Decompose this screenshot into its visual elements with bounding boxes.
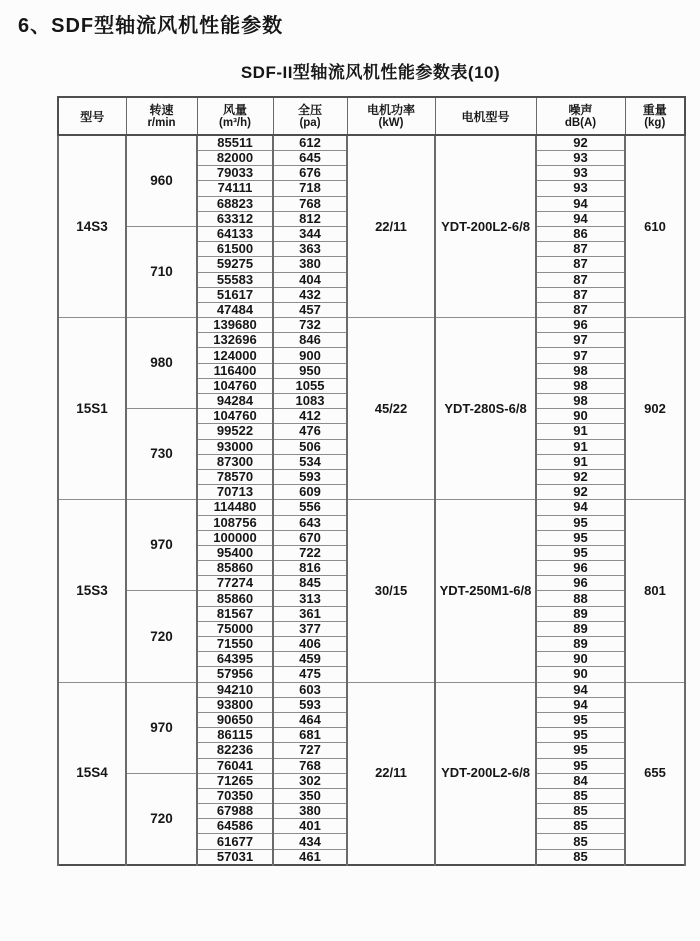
flow-cell: 114480: [197, 500, 273, 515]
flow-cell: 93000: [197, 439, 273, 454]
flow-cell: 47484: [197, 302, 273, 317]
noise-cell: 85: [536, 834, 625, 849]
pressure-cell: 344: [273, 226, 347, 241]
motor-cell: YDT-200L2-6/8: [435, 682, 536, 865]
speed-cell: 720: [126, 773, 197, 864]
document-page: [0, 9, 700, 866]
power-cell: 45/22: [347, 318, 435, 500]
noise-cell: 92: [536, 135, 625, 151]
noise-cell: 94: [536, 196, 625, 211]
flow-cell: 82236: [197, 743, 273, 758]
flow-cell: 100000: [197, 530, 273, 545]
flow-cell: 78570: [197, 469, 273, 484]
col-header-speed: 转速 r/min: [126, 97, 197, 135]
noise-cell: 85: [536, 804, 625, 819]
flow-cell: 93800: [197, 697, 273, 712]
pressure-cell: 302: [273, 773, 347, 788]
pressure-cell: 732: [273, 318, 347, 333]
flow-cell: 79033: [197, 166, 273, 181]
weight-cell: 655: [625, 682, 685, 865]
noise-cell: 94: [536, 697, 625, 712]
pressure-cell: 718: [273, 181, 347, 196]
pressure-cell: 1055: [273, 378, 347, 393]
flow-cell: 71265: [197, 773, 273, 788]
pressure-cell: 816: [273, 561, 347, 576]
weight-cell: 801: [625, 500, 685, 682]
pressure-cell: 434: [273, 834, 347, 849]
noise-cell: 90: [536, 409, 625, 424]
noise-cell: 93: [536, 151, 625, 166]
noise-cell: 91: [536, 424, 625, 439]
table-header: [58, 97, 685, 135]
noise-cell: 91: [536, 454, 625, 469]
speed-cell: 970: [126, 500, 197, 591]
pressure-cell: 603: [273, 682, 347, 697]
noise-cell: 86: [536, 226, 625, 241]
noise-cell: 91: [536, 439, 625, 454]
flow-cell: 76041: [197, 758, 273, 773]
flow-cell: 108756: [197, 515, 273, 530]
pressure-cell: 845: [273, 576, 347, 591]
noise-cell: 89: [536, 621, 625, 636]
pressure-cell: 768: [273, 196, 347, 211]
flow-cell: 99522: [197, 424, 273, 439]
noise-cell: 95: [536, 728, 625, 743]
pressure-cell: 768: [273, 758, 347, 773]
speed-cell: 960: [126, 135, 197, 226]
pressure-cell: 612: [273, 135, 347, 151]
flow-cell: 77274: [197, 576, 273, 591]
pressure-cell: 681: [273, 728, 347, 743]
model-cell: 14S3: [58, 135, 126, 318]
pressure-cell: 670: [273, 530, 347, 545]
table-row: [58, 318, 685, 333]
noise-cell: 93: [536, 181, 625, 196]
noise-cell: 85: [536, 819, 625, 834]
noise-cell: 95: [536, 545, 625, 560]
pressure-cell: 556: [273, 500, 347, 515]
weight-cell: 610: [625, 135, 685, 318]
table-row: [58, 682, 685, 697]
noise-cell: 92: [536, 469, 625, 484]
weight-cell: 902: [625, 318, 685, 500]
noise-cell: 97: [536, 348, 625, 363]
flow-cell: 95400: [197, 545, 273, 560]
speed-cell: 720: [126, 591, 197, 682]
pressure-cell: 534: [273, 454, 347, 469]
col-header-weight: 重量 (kg): [625, 97, 685, 135]
model-cell: 15S1: [58, 318, 126, 500]
col-header-power: 电机功率 (kW): [347, 97, 435, 135]
col-header-flow: 风量 (m³/h): [197, 97, 273, 135]
pressure-cell: 476: [273, 424, 347, 439]
pressure-cell: 645: [273, 151, 347, 166]
flow-cell: 132696: [197, 333, 273, 348]
model-cell: 15S4: [58, 682, 126, 865]
noise-cell: 95: [536, 515, 625, 530]
noise-cell: 87: [536, 287, 625, 302]
motor-cell: YDT-250M1-6/8: [435, 500, 536, 682]
noise-cell: 98: [536, 378, 625, 393]
pressure-cell: 401: [273, 819, 347, 834]
pressure-cell: 459: [273, 652, 347, 667]
table-title: SDF-II型轴流风机性能参数表(10): [240, 63, 501, 82]
power-cell: 22/11: [347, 135, 435, 318]
power-cell: 22/11: [347, 682, 435, 865]
flow-cell: 124000: [197, 348, 273, 363]
col-header-motor: 电机型号: [435, 97, 536, 135]
pressure-cell: 950: [273, 363, 347, 378]
pressure-cell: 846: [273, 333, 347, 348]
noise-cell: 90: [536, 667, 625, 682]
noise-cell: 87: [536, 257, 625, 272]
flow-cell: 64586: [197, 819, 273, 834]
pressure-cell: 404: [273, 272, 347, 287]
flow-cell: 55583: [197, 272, 273, 287]
power-cell: 30/15: [347, 500, 435, 682]
table-row: [58, 500, 685, 515]
pressure-cell: 377: [273, 621, 347, 636]
pressure-cell: 313: [273, 591, 347, 606]
flow-cell: 81567: [197, 606, 273, 621]
noise-cell: 97: [536, 333, 625, 348]
noise-cell: 96: [536, 318, 625, 333]
model-cell: 15S3: [58, 500, 126, 682]
pressure-cell: 363: [273, 242, 347, 257]
flow-cell: 94210: [197, 682, 273, 697]
motor-cell: YDT-280S-6/8: [435, 318, 536, 500]
flow-cell: 57956: [197, 667, 273, 682]
noise-cell: 94: [536, 682, 625, 697]
pressure-cell: 609: [273, 485, 347, 500]
noise-cell: 85: [536, 849, 625, 865]
noise-cell: 95: [536, 530, 625, 545]
noise-cell: 98: [536, 363, 625, 378]
noise-cell: 95: [536, 712, 625, 727]
noise-cell: 88: [536, 591, 625, 606]
pressure-cell: 432: [273, 287, 347, 302]
noise-cell: 89: [536, 606, 625, 621]
pressure-cell: 350: [273, 788, 347, 803]
noise-cell: 93: [536, 166, 625, 181]
pressure-cell: 412: [273, 409, 347, 424]
flow-cell: 57031: [197, 849, 273, 865]
pressure-cell: 506: [273, 439, 347, 454]
noise-cell: 84: [536, 773, 625, 788]
flow-cell: 94284: [197, 394, 273, 409]
flow-cell: 139680: [197, 318, 273, 333]
speed-cell: 970: [126, 682, 197, 773]
flow-cell: 70713: [197, 485, 273, 500]
page-title: 6、SDF型轴流风机性能参数: [18, 15, 284, 37]
pressure-cell: 900: [273, 348, 347, 363]
flow-cell: 61677: [197, 834, 273, 849]
noise-cell: 92: [536, 485, 625, 500]
flow-cell: 64133: [197, 226, 273, 241]
flow-cell: 64395: [197, 652, 273, 667]
flow-cell: 71550: [197, 637, 273, 652]
noise-cell: 85: [536, 788, 625, 803]
pressure-cell: 676: [273, 166, 347, 181]
noise-cell: 90: [536, 652, 625, 667]
noise-cell: 96: [536, 576, 625, 591]
noise-cell: 94: [536, 211, 625, 226]
pressure-cell: 722: [273, 545, 347, 560]
noise-cell: 89: [536, 637, 625, 652]
flow-cell: 85511: [197, 135, 273, 151]
noise-cell: 95: [536, 743, 625, 758]
flow-cell: 85860: [197, 561, 273, 576]
pressure-cell: 812: [273, 211, 347, 226]
pressure-cell: 380: [273, 257, 347, 272]
table-row: [58, 135, 685, 151]
flow-cell: 85860: [197, 591, 273, 606]
noise-cell: 87: [536, 302, 625, 317]
pressure-cell: 643: [273, 515, 347, 530]
flow-cell: 67988: [197, 804, 273, 819]
flow-cell: 74111: [197, 181, 273, 196]
noise-cell: 94: [536, 500, 625, 515]
flow-cell: 86115: [197, 728, 273, 743]
pressure-cell: 457: [273, 302, 347, 317]
pressure-cell: 727: [273, 743, 347, 758]
flow-cell: 104760: [197, 378, 273, 393]
flow-cell: 70350: [197, 788, 273, 803]
flow-cell: 75000: [197, 621, 273, 636]
pressure-cell: 461: [273, 849, 347, 865]
flow-cell: 68823: [197, 196, 273, 211]
noise-cell: 87: [536, 242, 625, 257]
fan-performance-table: [57, 96, 686, 866]
pressure-cell: 1083: [273, 394, 347, 409]
pressure-cell: 361: [273, 606, 347, 621]
table-body: [58, 135, 685, 865]
noise-cell: 96: [536, 561, 625, 576]
pressure-cell: 475: [273, 667, 347, 682]
pressure-cell: 464: [273, 712, 347, 727]
speed-cell: 730: [126, 409, 197, 500]
flow-cell: 61500: [197, 242, 273, 257]
col-header-noise: 噪声 dB(A): [536, 97, 625, 135]
col-header-pressure: 全压 (pa): [273, 97, 347, 135]
flow-cell: 82000: [197, 151, 273, 166]
noise-cell: 87: [536, 272, 625, 287]
noise-cell: 95: [536, 758, 625, 773]
speed-cell: 710: [126, 226, 197, 317]
pressure-cell: 593: [273, 469, 347, 484]
pressure-cell: 406: [273, 637, 347, 652]
col-header-model: 型号: [58, 97, 126, 135]
flow-cell: 63312: [197, 211, 273, 226]
noise-cell: 98: [536, 394, 625, 409]
pressure-cell: 593: [273, 697, 347, 712]
flow-cell: 59275: [197, 257, 273, 272]
flow-cell: 87300: [197, 454, 273, 469]
flow-cell: 51617: [197, 287, 273, 302]
speed-cell: 980: [126, 318, 197, 409]
motor-cell: YDT-200L2-6/8: [435, 135, 536, 318]
flow-cell: 90650: [197, 712, 273, 727]
flow-cell: 116400: [197, 363, 273, 378]
flow-cell: 104760: [197, 409, 273, 424]
pressure-cell: 380: [273, 804, 347, 819]
